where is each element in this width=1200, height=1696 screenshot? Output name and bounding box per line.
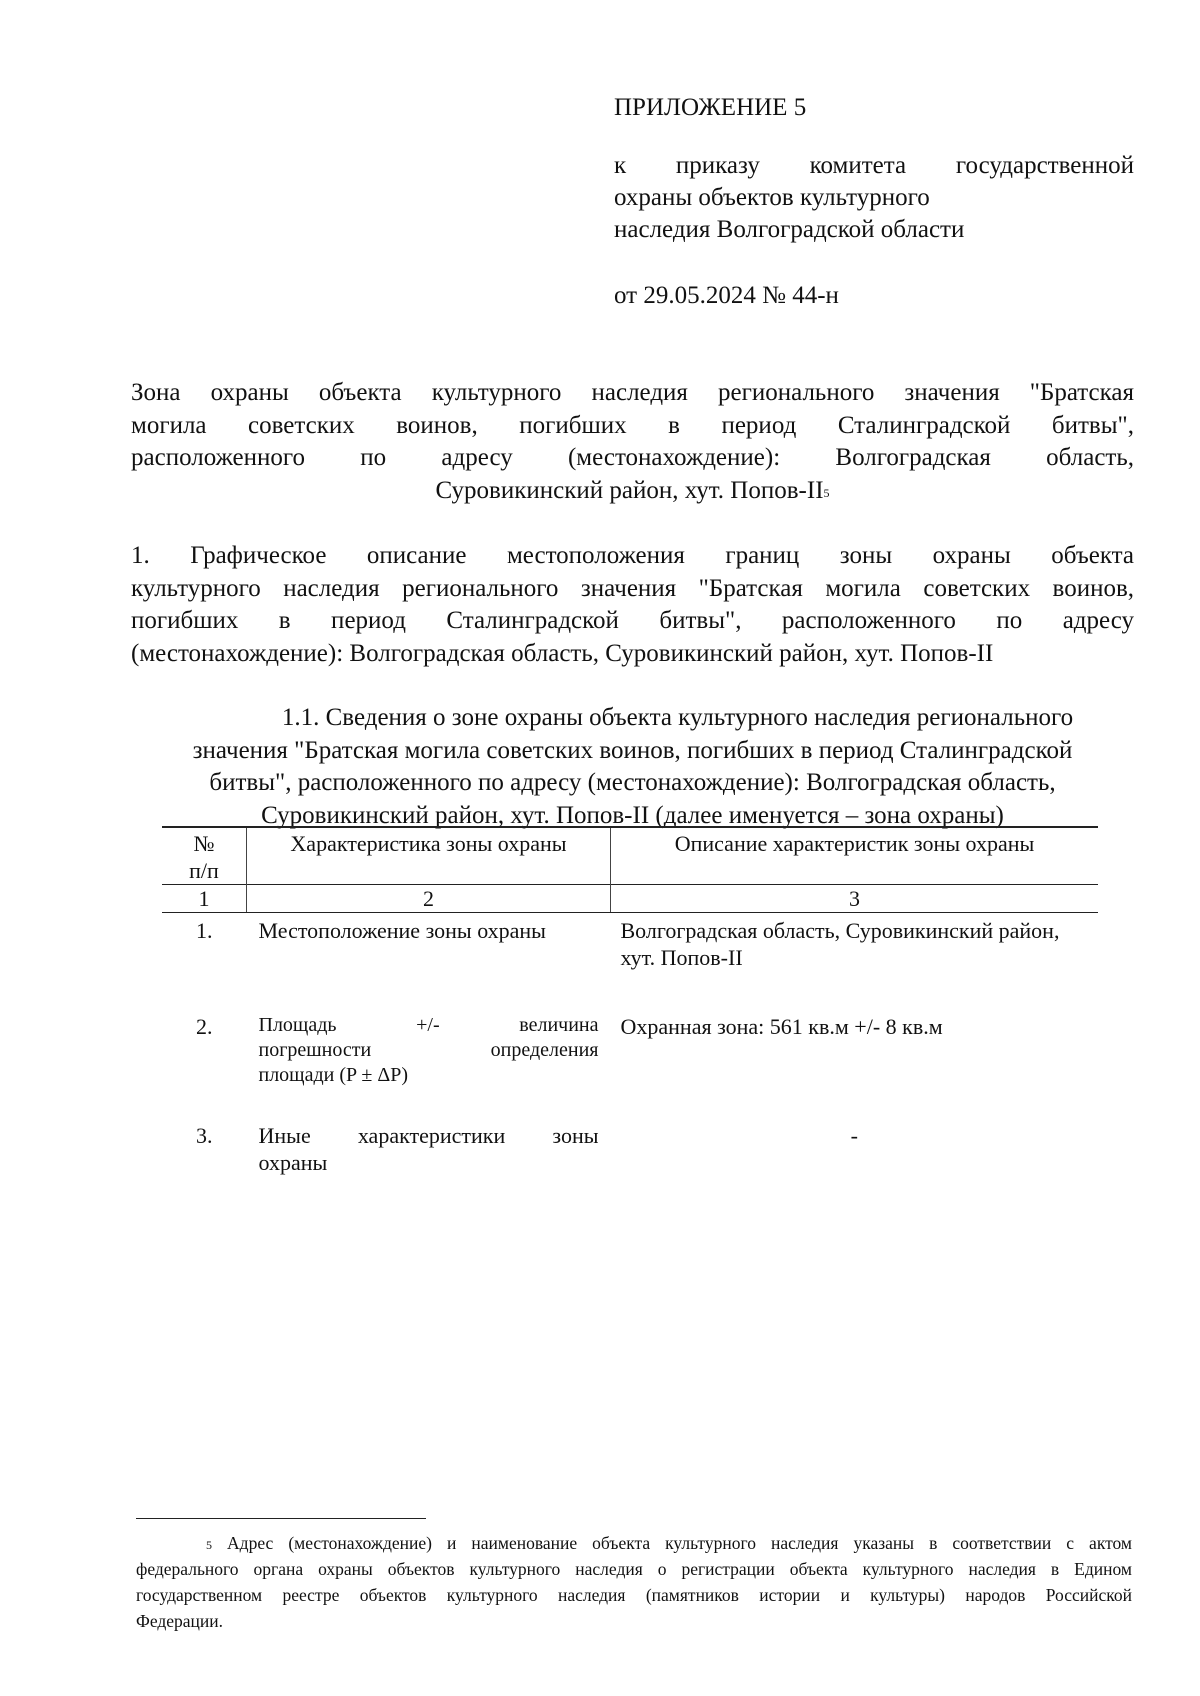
column-number-row	[162, 885, 1098, 913]
header-characteristic: Характеристика зоны охраны	[247, 827, 611, 885]
subsection-line: значения "Братская могила советских воинов, погибших в период Сталинградской	[192, 736, 1073, 764]
row-number: 1.	[196, 918, 213, 943]
table-row	[162, 1118, 1098, 1176]
title-line	[131, 475, 1134, 508]
title-line-text: Суровикинский район, хут. Попов-II	[435, 476, 824, 504]
row-description-line: Волгоградская область, Суровикинский район,	[620, 918, 1060, 943]
subsection-line: 1.1. Сведения о зоне охраны объекта культурного наследия регионального	[281, 704, 1074, 731]
row-number: 2.	[196, 1014, 213, 1039]
row-characteristic-line: погрешности определения	[258, 1039, 599, 1061]
footnote	[136, 1530, 1132, 1634]
section-line: погибших в период Сталинградской битвы", расположенного по адресу	[131, 607, 1134, 634]
order-reference-line3: наследия Волгоградской области	[614, 216, 965, 243]
column-number: 3	[611, 885, 1099, 913]
row-description-line: хут. Попов-II	[620, 945, 743, 970]
document-title	[131, 377, 1134, 507]
title-line: Зона охраны объекта культурного наследия регионального значения "Братская	[131, 379, 1134, 406]
row-characteristic	[247, 1001, 611, 1118]
subsection-1-1-heading	[131, 702, 1134, 832]
section-1-heading	[131, 540, 1134, 670]
header-description: Описание характеристик зоны охраны	[611, 827, 1099, 885]
row-characteristic-line: Площадь +/- величина	[258, 1014, 599, 1036]
section-line: 1. Графическое описание местоположения границ зоны охраны объекта	[131, 542, 1134, 569]
footnote-line: государственном реестре объектов культурного наследия (памятников истории и культуры) народов Российской	[136, 1585, 1132, 1605]
row-characteristic	[247, 1118, 611, 1176]
section-line: (местонахождение): Волгоградская область, Суровикинский район, хут. Попов-II	[131, 639, 994, 667]
footnote-reference[interactable]: 5	[823, 485, 830, 500]
order-reference-line2: охраны объектов культурного	[614, 184, 930, 211]
row-characteristic-line: Иные характеристики зоны	[258, 1123, 599, 1148]
order-reference-line1: к приказу комитета государственной	[614, 152, 1134, 179]
header-number	[162, 827, 247, 885]
footnote-line: федерального органа охраны объектов культурного наследия о регистрации объекта культурного наследия в Едином	[136, 1559, 1132, 1579]
title-line: могила советских воинов, погибших в период Сталинградской битвы",	[131, 411, 1134, 439]
order-date-number: от 29.05.2024 № 44-н	[614, 282, 839, 309]
header-number-sign: №	[193, 831, 215, 856]
header-number-abbr: п/п	[189, 858, 219, 883]
title-line: расположенного по адресу (местонахождение): Волгоградская область,	[131, 444, 1134, 471]
footnote-text: Адрес (местонахождение) и наименование объекта культурного наследия указаны в соответствии с актом	[227, 1533, 1133, 1553]
footnote-line: Федерации.	[136, 1611, 224, 1631]
row-characteristic-line: охраны	[258, 1150, 328, 1175]
appendix-title: ПРИЛОЖЕНИЕ 5	[614, 94, 807, 121]
table-header-row	[162, 827, 1098, 885]
zone-info-table	[162, 826, 1098, 1176]
row-description: Охранная зона: 561 кв.м +/- 8 кв.м	[620, 1014, 943, 1039]
row-characteristic-line: площади (P ± ΔP)	[258, 1064, 409, 1086]
table-row	[162, 913, 1098, 1002]
row-description: -	[850, 1123, 858, 1148]
subsection-line: Суровикинский район, хут. Попов-II (далее именуется – зона охраны)	[261, 801, 1004, 829]
column-number: 1	[162, 885, 247, 913]
section-line: культурного наследия регионального значения "Братская могила советских воинов,	[131, 574, 1134, 602]
footnote-separator	[136, 1518, 426, 1519]
column-number: 2	[247, 885, 611, 913]
row-characteristic: Местоположение зоны охраны	[258, 918, 546, 943]
table-row	[162, 1001, 1098, 1118]
row-number: 3.	[196, 1123, 213, 1148]
subsection-line: битвы", расположенного по адресу (местонахождение): Волгоградская область,	[209, 769, 1056, 796]
footnote-mark: 5	[206, 1538, 212, 1552]
row-description	[611, 913, 1099, 1002]
footnote-line	[136, 1530, 1132, 1556]
